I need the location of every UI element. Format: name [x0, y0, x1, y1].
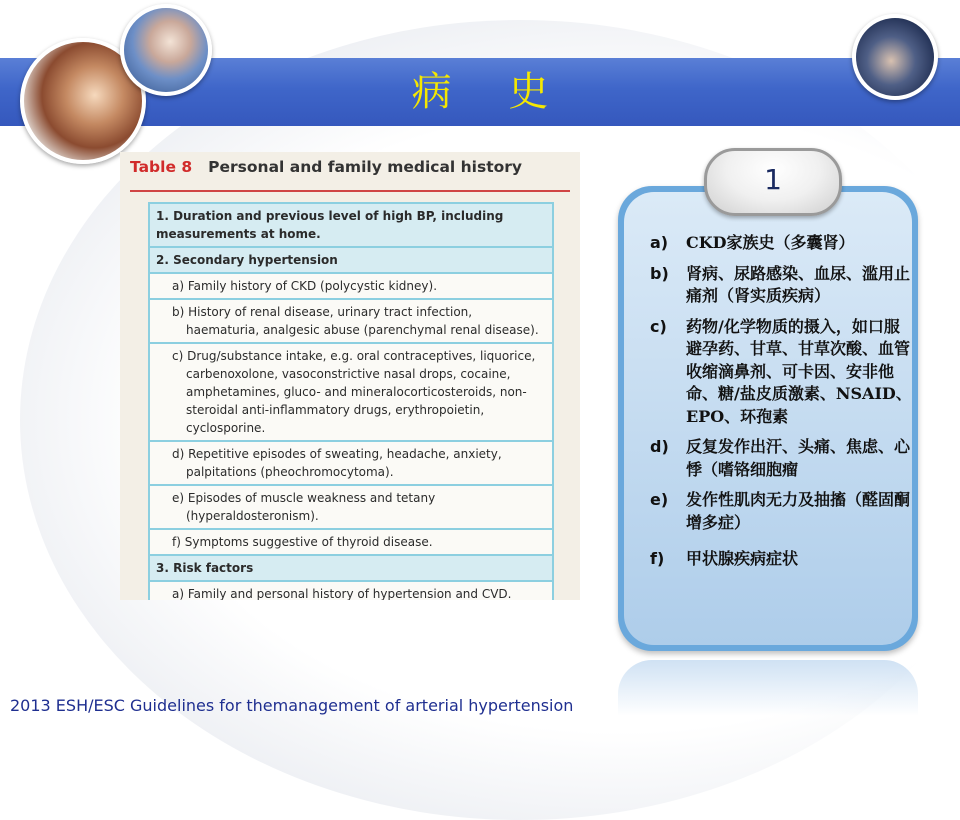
- table-row: e) Episodes of muscle weakness and tetany (hyperaldosteronism).: [150, 486, 552, 530]
- list-item-text: 发作性肌肉无力及抽搐（醛固酮增多症）: [686, 490, 911, 532]
- list-item-text: 肾病、尿路感染、血尿、滥用止痛剂（肾实质疾病）: [686, 263, 911, 305]
- list-item-key: c): [650, 316, 667, 336]
- surgeon-photo: [120, 4, 212, 96]
- table-image: [120, 152, 580, 600]
- list-item: [650, 489, 912, 534]
- list-item: [650, 232, 912, 255]
- table-row: a) Family history of CKD (polycystic kidney).: [150, 274, 552, 300]
- slide-title: 病 史: [411, 69, 571, 115]
- list-item: [650, 436, 912, 481]
- number-badge-label: 1: [764, 163, 782, 196]
- table-row: f) Symptoms suggestive of thyroid disease.: [150, 530, 552, 556]
- panel-reflection: [618, 660, 918, 740]
- history-table: [148, 202, 554, 600]
- summary-list: [650, 232, 912, 579]
- table-row: b) History of renal disease, urinary tract infection, haematuria, analgesic abuse (parenchymal renal disease).: [150, 300, 552, 344]
- table-row: 1. Duration and previous level of high BP, including measurements at home.: [150, 202, 552, 248]
- table-label: Table 8: [130, 158, 193, 176]
- list-item-key: e): [650, 490, 669, 509]
- table-row: a) Family and personal history of hypertension and CVD.: [150, 582, 552, 600]
- table-row: 2. Secondary hypertension: [150, 248, 552, 274]
- list-item: [650, 263, 912, 308]
- list-item-text: CKD家族史（多囊肾）: [686, 233, 855, 252]
- footer-citation: 2013 ESH/ESC Guidelines for themanagement of arterial hypertension: [10, 696, 574, 715]
- table-heading: [130, 158, 522, 176]
- table-title: Personal and family medical history: [208, 158, 523, 176]
- list-item-key: b): [650, 263, 669, 283]
- table-row: c) Drug/substance intake, e.g. oral contraceptives, liquorice, carbenoxolone, vasoconstrictive nasal drops, cocaine, amphetamines, gluco- and mineralocorticosteroids, non-steroidal anti-inflammatory drugs, erythropoietin, cyclosporine.: [150, 344, 552, 442]
- list-item-text: 反复发作出汗、头痛、焦虑、心悸（嗜铬细胞瘤: [686, 437, 911, 479]
- patient-photo: [852, 14, 938, 100]
- list-item: [650, 316, 912, 429]
- list-item-key: a): [650, 233, 669, 252]
- list-item-key: d): [650, 437, 669, 456]
- table-row: 3. Risk factors: [150, 556, 552, 582]
- list-item-text: 药物/化学物质的摄入，如口服避孕药、甘草、甘草次酸、血管收缩滴鼻剂、可卡因、安非他命、糖/盐皮质激素、NSAID、EPO、环孢素: [686, 316, 912, 426]
- list-item-key: f): [650, 549, 665, 568]
- table-rule: [130, 190, 570, 192]
- list-item-text: 甲状腺疾病症状: [686, 549, 799, 568]
- list-item: [650, 548, 912, 571]
- table-row: d) Repetitive episodes of sweating, headache, anxiety, palpitations (pheochromocytoma).: [150, 442, 552, 486]
